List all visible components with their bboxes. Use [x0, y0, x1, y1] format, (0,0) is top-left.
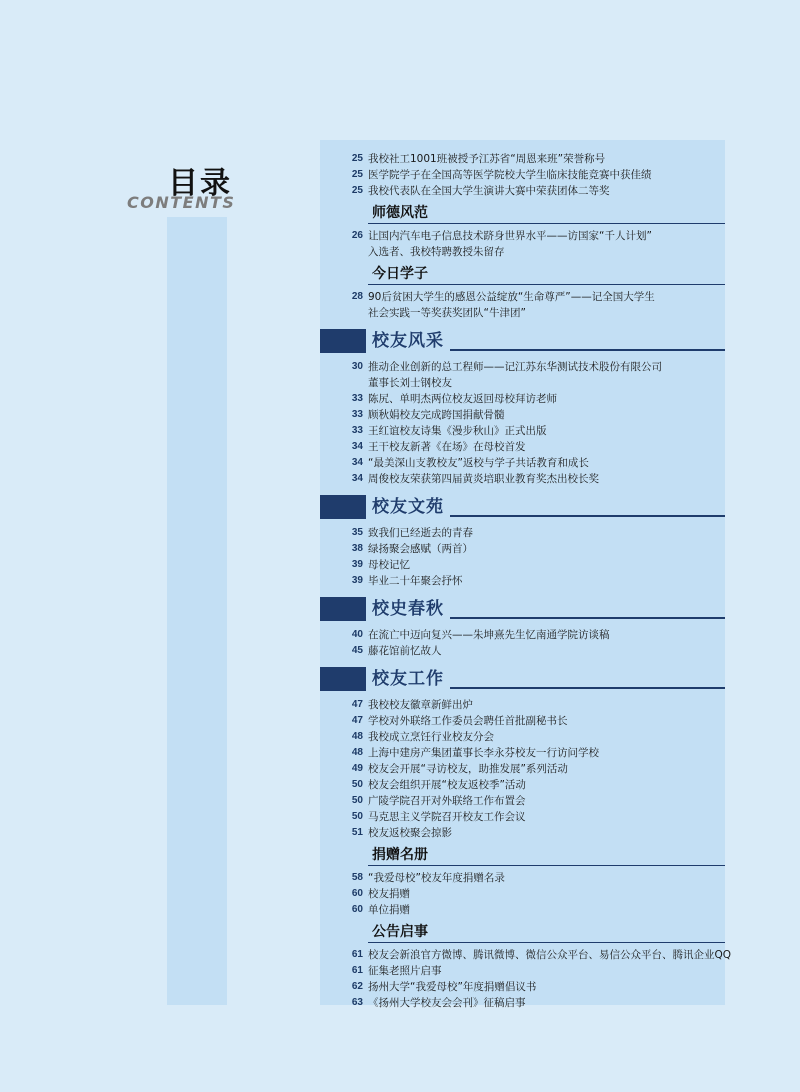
section-heading: 捐赠名册 — [368, 846, 725, 866]
page-number: 60 — [351, 888, 363, 899]
page-number: 45 — [351, 645, 363, 656]
entry-title: 在流亡中迈向复兴——朱坤熹先生忆南通学院访谈稿 — [368, 629, 610, 641]
toc-entry[interactable] — [320, 886, 725, 902]
entry-title: 单位捐赠 — [368, 904, 410, 916]
section-heading: 今日学子 — [368, 265, 725, 285]
page-number: 30 — [351, 361, 363, 372]
toc-entry[interactable] — [320, 359, 725, 375]
entry-title: 藤花馆前忆故人 — [368, 645, 442, 657]
toc-entry-continuation — [320, 244, 725, 260]
entry-title-continued: 入选者、我校特聘教授朱留存 — [368, 246, 505, 258]
toc-entry[interactable] — [320, 627, 725, 643]
page-number: 26 — [351, 230, 363, 241]
entry-title: 母校记忆 — [368, 559, 410, 571]
section-bar — [320, 329, 366, 353]
entry-title: 顾秋娟校友完成跨国捐献骨髓 — [368, 409, 505, 421]
page-number: 61 — [351, 949, 363, 960]
page-number: 38 — [351, 543, 363, 554]
entry-title: 我校代表队在全国大学生演讲大赛中荣获团体二等奖 — [368, 185, 610, 197]
toc-entry[interactable] — [320, 697, 725, 713]
toc-entry[interactable] — [320, 183, 725, 199]
toc-entry[interactable] — [320, 289, 725, 305]
page-number: 33 — [351, 393, 363, 404]
toc-entry[interactable] — [320, 761, 725, 777]
toc-entry[interactable] — [320, 407, 725, 423]
entry-title: “最美深山支教校友”返校与学子共话教育和成长 — [368, 457, 589, 469]
toc-entry[interactable] — [320, 793, 725, 809]
page-number: 48 — [351, 747, 363, 758]
page-number: 33 — [351, 425, 363, 436]
toc-entry[interactable] — [320, 643, 725, 659]
page-number: 25 — [351, 153, 363, 164]
entry-title: 校友会开展“寻访校友，助推发展”系列活动 — [368, 763, 568, 775]
toc-entry[interactable] — [320, 777, 725, 793]
toc-entry[interactable] — [320, 439, 725, 455]
entry-title-continued: 董事长刘士钢校友 — [368, 377, 452, 389]
toc-heading-english: CONTENTS — [127, 193, 236, 212]
section-rule — [450, 495, 725, 517]
page-number: 28 — [351, 291, 363, 302]
page-number: 39 — [351, 559, 363, 570]
page-number: 47 — [351, 699, 363, 710]
section-heading: 公告启事 — [368, 923, 725, 943]
left-decor-panel — [167, 217, 227, 1005]
entry-title: 让国内汽车电子信息技术跻身世界水平——访国家“千人计划” — [368, 230, 652, 242]
page-number: 47 — [351, 715, 363, 726]
entry-title: 医学院学子在全国高等医学院校大学生临床技能竞赛中获佳绩 — [368, 169, 652, 181]
entry-title: 王红谊校友诗集《漫步秋山》正式出版 — [368, 425, 547, 437]
entry-title: 校友会新浪官方微博、腾讯微博、微信公众平台、易信公众平台、腾讯企业QQ — [368, 949, 732, 961]
toc-entry-continuation — [320, 305, 725, 321]
toc-entry[interactable] — [320, 557, 725, 573]
section-rule — [450, 597, 725, 619]
entry-title: 周俊校友荣获第四届黄炎培职业教育奖杰出校长奖 — [368, 473, 599, 485]
entry-title: 上海中建房产集团董事长李永芬校友一行访问学校 — [368, 747, 599, 759]
page-number: 60 — [351, 904, 363, 915]
entry-title: 毕业二十年聚会抒怀 — [368, 575, 463, 587]
toc-entry[interactable] — [320, 471, 725, 487]
section-bar — [320, 495, 366, 519]
toc-entry[interactable] — [320, 455, 725, 471]
entry-title: 我校社工1001班被授予江苏省“周恩来班”荣誉称号 — [368, 153, 606, 165]
entry-title-continued: 社会实践一等奖获奖团队“牛津团” — [368, 307, 526, 319]
page-number: 49 — [351, 763, 363, 774]
entry-title: 推动企业创新的总工程师——记江苏东华测试技术股份有限公司 — [368, 361, 662, 373]
entry-title: 我校校友徽章新鲜出炉 — [368, 699, 473, 711]
toc-entry[interactable] — [320, 391, 725, 407]
page-number: 50 — [351, 811, 363, 822]
entry-title: 校友返校聚会掠影 — [368, 827, 452, 839]
toc-entry[interactable] — [320, 902, 725, 918]
entry-title: 扬州大学“我爱母校”年度捐赠倡议书 — [368, 981, 537, 993]
entry-title: 校友捐赠 — [368, 888, 410, 900]
page-number: 40 — [351, 629, 363, 640]
major-section-label: 校友文苑 — [372, 497, 444, 517]
page-number: 50 — [351, 795, 363, 806]
major-section-heading — [320, 667, 725, 691]
page-number: 61 — [351, 965, 363, 976]
page-number: 51 — [351, 827, 363, 838]
section-bar — [320, 597, 366, 621]
major-section-heading — [320, 495, 725, 519]
toc-entry[interactable] — [320, 167, 725, 183]
toc-entry[interactable] — [320, 963, 725, 979]
major-section-label: 校友风采 — [372, 331, 444, 351]
toc-entry[interactable] — [320, 573, 725, 589]
entry-title: 马克思主义学院召开校友工作会议 — [368, 811, 526, 823]
page-number: 33 — [351, 409, 363, 420]
entry-title: 绿扬聚会感赋（两首） — [368, 543, 473, 555]
page-number: 25 — [351, 169, 363, 180]
entry-title: 学校对外联络工作委员会聘任首批副秘书长 — [368, 715, 568, 727]
entry-title: 致我们已经逝去的青春 — [368, 527, 473, 539]
page-number: 50 — [351, 779, 363, 790]
toc-entry[interactable] — [320, 995, 725, 1011]
major-section-label: 校史春秋 — [372, 599, 444, 619]
page-number: 48 — [351, 731, 363, 742]
section-heading: 师德风范 — [368, 204, 725, 224]
section-rule — [450, 329, 725, 351]
toc-entry[interactable] — [320, 151, 725, 167]
toc-entry[interactable] — [320, 541, 725, 557]
toc-entry[interactable] — [320, 423, 725, 439]
toc-entry[interactable] — [320, 713, 725, 729]
entry-title: 我校成立烹饪行业校友分会 — [368, 731, 494, 743]
toc-entry[interactable] — [320, 825, 725, 841]
page-number: 39 — [351, 575, 363, 586]
page-number: 35 — [351, 527, 363, 538]
page-number: 34 — [351, 441, 363, 452]
toc-entry[interactable] — [320, 870, 725, 886]
page-number: 62 — [351, 981, 363, 992]
toc-entry[interactable] — [320, 947, 732, 963]
entry-title: 陈尻、单明杰两位校友返回母校拜访老师 — [368, 393, 557, 405]
toc-heading: 目录 — [168, 166, 232, 201]
page-number: 25 — [351, 185, 363, 196]
entry-title: 征集老照片启事 — [368, 965, 442, 977]
page-number: 63 — [351, 997, 363, 1008]
entry-title: 王干校友新著《在场》在母校首发 — [368, 441, 526, 453]
toc-entry[interactable] — [320, 525, 725, 541]
entry-title: “我爱母校”校友年度捐赠名录 — [368, 872, 505, 884]
toc-entry[interactable] — [320, 979, 725, 995]
toc-entry[interactable] — [320, 809, 725, 825]
table-of-contents — [320, 151, 732, 1011]
entry-title: 校友会组织开展“校友返校季”活动 — [368, 779, 526, 791]
page-number: 34 — [351, 457, 363, 468]
section-rule — [450, 667, 725, 689]
major-section-heading — [320, 597, 725, 621]
page-number: 34 — [351, 473, 363, 484]
toc-entry-continuation — [320, 375, 725, 391]
toc-entry[interactable] — [320, 228, 725, 244]
major-section-heading — [320, 329, 725, 353]
section-bar — [320, 667, 366, 691]
entry-title: 广陵学院召开对外联络工作布置会 — [368, 795, 526, 807]
toc-entry[interactable] — [320, 729, 725, 745]
entry-title: 90后贫困大学生的感恩公益绽放“生命尊严”——记全国大学生 — [368, 291, 655, 303]
entry-title: 《扬州大学校友会会刊》征稿启事 — [368, 997, 526, 1009]
page-number: 58 — [351, 872, 363, 883]
toc-entry[interactable] — [320, 745, 725, 761]
major-section-label: 校友工作 — [372, 669, 444, 689]
